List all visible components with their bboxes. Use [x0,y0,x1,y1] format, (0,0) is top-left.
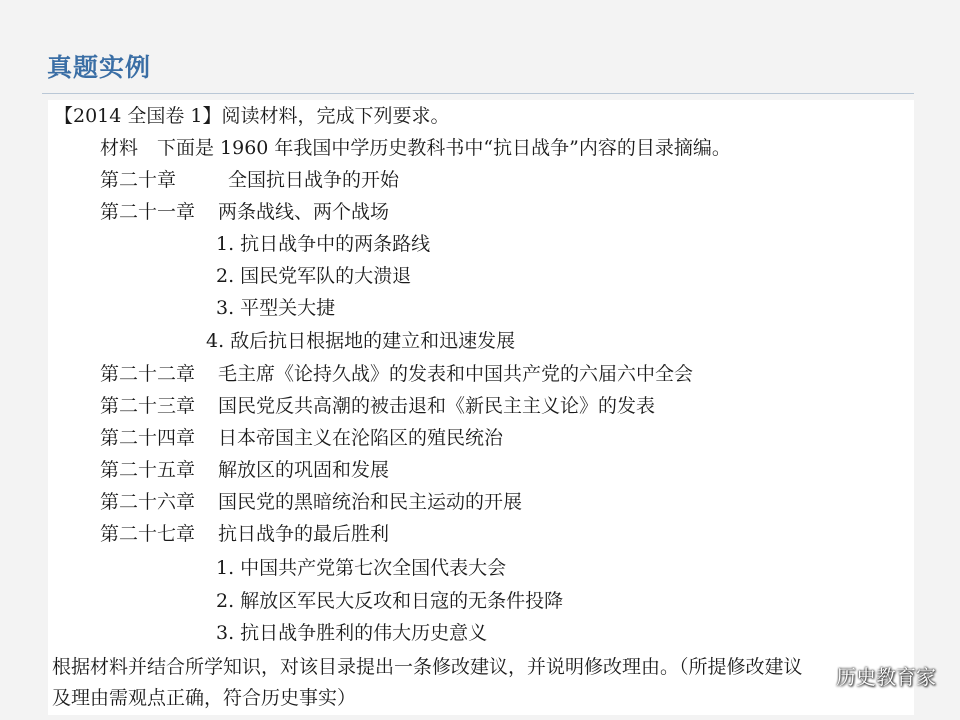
section-item: 3. 抗日战争胜利的伟大历史意义 [216,622,488,644]
chapter-26 [100,489,522,515]
chapter-number: 第二十三章 [100,395,196,417]
chapter-22 [100,361,693,387]
section-item: 2. 解放区军民大反攻和日寇的无条件投降 [216,590,564,612]
chapter-title: 全国抗日战争的开始 [228,169,400,191]
chapter-title: 国民党的黑暗统治和民主运动的开展 [218,491,523,513]
chapter-title: 解放区的巩固和发展 [218,459,390,481]
chapter-number: 第二十五章 [100,459,196,481]
watermark-text: 历史教育家 [836,665,936,689]
chapter-24 [100,425,503,451]
prompt-line-2: 及理由需观点正确，符合历史事实） [52,687,357,709]
title-divider [42,93,914,94]
exam-question-image [48,100,914,715]
chapter-number: 第二十二章 [100,363,196,385]
chapter-number: 第二十七章 [100,523,196,545]
chapter-title: 两条战线、两个战场 [218,201,390,223]
section-item: 3. 平型关大捷 [216,297,336,319]
section-item: 2. 国民党军队的大溃退 [216,265,412,287]
chapter-23 [100,393,655,419]
chapter-title: 抗日战争的最后胜利 [218,523,390,545]
section-item: 1. 中国共产党第七次全国代表大会 [216,557,507,579]
chapter-title: 日本帝国主义在沦陷区的殖民统治 [218,427,504,449]
chapter-21 [100,199,389,225]
material-intro: 材料 下面是 1960 年我国中学历史教科书中“抗日战争”内容的目录摘编。 [100,137,731,159]
chapter-20 [100,167,399,193]
chapter-number: 第二十一章 [100,201,196,223]
section-item: 1. 抗日战争中的两条路线 [216,233,431,255]
chapter-25 [100,457,389,483]
watermark [806,661,936,690]
chapter-title: 毛主席《论持久战》的发表和中国共产党的六届六中全会 [218,363,694,385]
chapter-27 [100,521,389,547]
wechat-icon [806,665,832,687]
chapter-number: 第二十四章 [100,427,196,449]
chapter-title: 国民党反共高潮的被击退和《新民主主义论》的发表 [218,395,656,417]
question-source: 【2014 全国卷 1】阅读材料，完成下列要求。 [54,105,450,127]
chapter-number: 第二十章 [100,169,177,191]
section-item: 4. 敌后抗日根据地的建立和迅速发展 [206,330,516,352]
slide-title: 真题实例 [47,53,152,82]
prompt-line-1: 根据材料并结合所学知识，对该目录提出一条修改建议，并说明修改理由。（所提修改建议 [52,656,803,678]
chapter-number: 第二十六章 [100,491,196,513]
